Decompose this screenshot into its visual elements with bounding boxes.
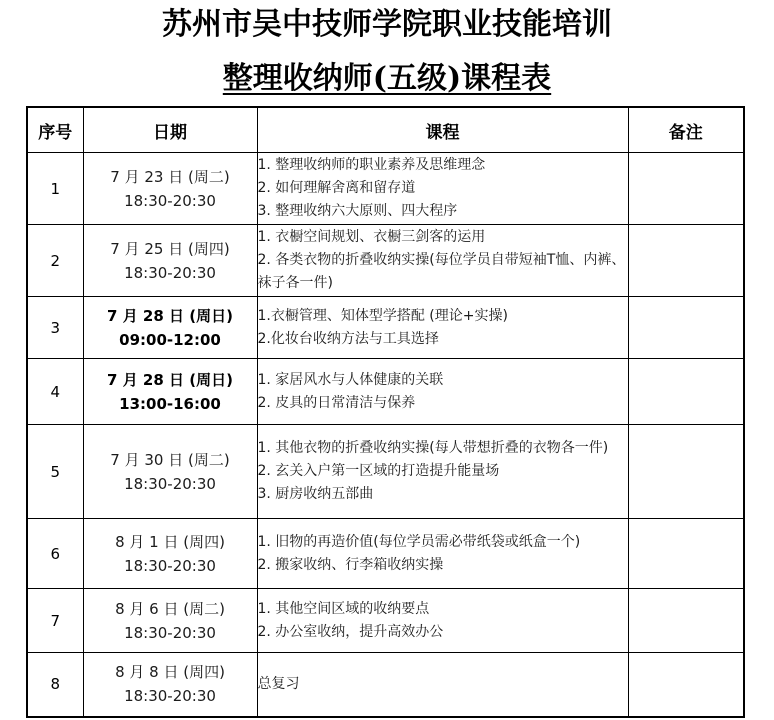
course-item: 2. 玄关入户第一区域的打造提升能量场 xyxy=(257,463,500,479)
row-course-cell xyxy=(257,653,628,717)
row-course-cell xyxy=(257,297,628,359)
row-date-cell xyxy=(83,153,257,225)
course-item: 2. 皮具的日常清洁与保养 xyxy=(257,394,416,411)
table-header-row xyxy=(27,107,744,153)
row-note xyxy=(628,297,744,359)
schedule-table xyxy=(26,106,745,718)
row-note xyxy=(628,589,744,653)
row-number: 2 xyxy=(27,225,83,297)
row-date: 8 月 6 日 (周二) xyxy=(115,599,225,618)
table-row xyxy=(27,153,744,225)
row-course-cell xyxy=(257,589,628,653)
row-date-cell xyxy=(83,425,257,519)
header-seq: 序号 xyxy=(27,107,83,153)
row-time: 18:30-20:30 xyxy=(124,474,216,493)
row-date: 7 月 28 日 (周日) xyxy=(107,370,233,389)
row-date-cell xyxy=(83,653,257,717)
table-row xyxy=(27,589,744,653)
course-item: 总复习 xyxy=(257,675,300,692)
row-course-cell xyxy=(257,153,628,225)
row-date-cell xyxy=(83,589,257,653)
course-item: 1. 家居风水与人体健康的关联 xyxy=(257,371,444,388)
row-note xyxy=(628,359,744,425)
table-row xyxy=(27,359,744,425)
course-item: 1. 衣橱空间规划、衣橱三剑客的运用 xyxy=(257,229,486,245)
row-date-cell xyxy=(83,359,257,425)
row-date-cell xyxy=(83,225,257,297)
row-number: 3 xyxy=(27,297,83,359)
row-date: 7 月 25 日 (周四) xyxy=(110,239,230,258)
table-row xyxy=(27,225,744,297)
row-time: 18:30-20:30 xyxy=(124,191,216,210)
header-date: 日期 xyxy=(83,107,257,153)
row-date: 7 月 30 日 (周二) xyxy=(110,450,230,469)
table-row xyxy=(27,519,744,589)
row-note xyxy=(628,519,744,589)
row-note xyxy=(628,225,744,297)
header-course: 课程 xyxy=(257,107,628,153)
course-item: 2. 各类衣物的折叠收纳实操(每位学员自带短袖T恤、内裤、袜子各一件) xyxy=(257,252,626,291)
course-item: 1.衣橱管理、知体型学搭配 (理论+实操) xyxy=(257,307,508,324)
course-item: 2. 搬家收纳、行李箱收纳实操 xyxy=(257,556,444,573)
row-number: 6 xyxy=(27,519,83,589)
row-number: 5 xyxy=(27,425,83,519)
row-number: 7 xyxy=(27,589,83,653)
row-course-cell xyxy=(257,359,628,425)
row-note xyxy=(628,425,744,519)
course-item: 2. 办公室收纳，提升高效办公 xyxy=(257,623,444,640)
course-item: 1. 旧物的再造价值(每位学员需必带纸袋或纸盒一个) xyxy=(257,533,581,550)
row-date-cell xyxy=(83,519,257,589)
row-course-cell xyxy=(257,519,628,589)
row-number: 4 xyxy=(27,359,83,425)
course-item: 1. 其他衣物的折叠收纳实操(每人带想折叠的衣物各一件) xyxy=(257,440,609,456)
row-date: 8 月 1 日 (周四) xyxy=(115,532,225,551)
row-time: 18:30-20:30 xyxy=(124,623,216,642)
schedule-title xyxy=(0,54,774,104)
row-time: 18:30-20:30 xyxy=(124,687,216,706)
row-date: 7 月 28 日 (周日) xyxy=(107,306,233,325)
row-number: 8 xyxy=(27,653,83,717)
row-date: 7 月 23 日 (周二) xyxy=(110,167,230,186)
header-note: 备注 xyxy=(628,107,744,153)
row-course-cell xyxy=(257,425,628,519)
row-date: 8 月 8 日 (周四) xyxy=(115,663,225,682)
school-title: 苏州市吴中技师学院职业技能培训 xyxy=(162,7,612,42)
schedule-title-text: 整理收纳师(五级)课程表 xyxy=(222,61,552,96)
row-date-cell xyxy=(83,297,257,359)
table-row xyxy=(27,297,744,359)
table-row xyxy=(27,653,744,717)
table-row xyxy=(27,425,744,519)
course-item: 1. 整理收纳师的职业素养及思维理念 xyxy=(257,157,486,173)
row-time: 18:30-20:30 xyxy=(124,263,216,282)
row-time: 09:00-12:00 xyxy=(119,330,221,349)
course-item: 2.化妆台收纳方法与工具选择 xyxy=(257,330,439,347)
row-time: 18:30-20:30 xyxy=(124,556,216,575)
row-note xyxy=(628,153,744,225)
course-item: 3. 厨房收纳五部曲 xyxy=(257,486,374,502)
course-item: 2. 如何理解舍离和留存道 xyxy=(257,180,416,196)
row-note xyxy=(628,653,744,717)
course-item: 3. 整理收纳六大原则、四大程序 xyxy=(257,203,458,219)
row-course-cell xyxy=(257,225,628,297)
row-number: 1 xyxy=(27,153,83,225)
course-item: 1. 其他空间区域的收纳要点 xyxy=(257,600,430,617)
row-time: 13:00-16:00 xyxy=(119,394,221,413)
